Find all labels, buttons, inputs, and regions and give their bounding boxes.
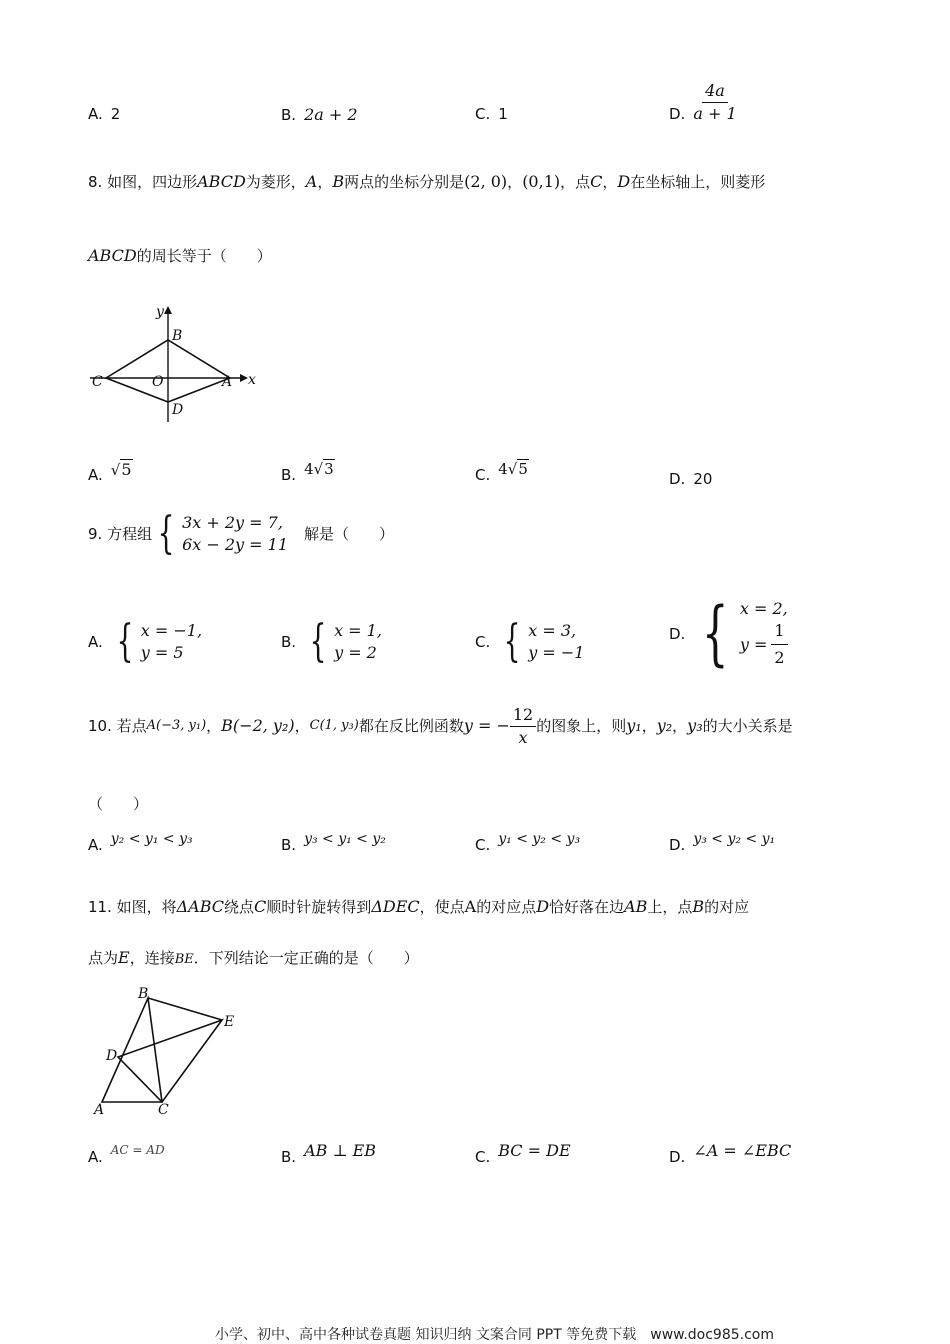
fraction: $\frac{4a}{a + 1}$: [693, 80, 737, 123]
q8-rhombus-figure: [86, 302, 266, 427]
q8-stem-line1: 8. 如图，四边形ABCD为菱形，A，B两点的坐标分别是(2, 0)，(0,1)，点C，D在坐标轴上，则菱形: [88, 172, 766, 191]
segment-be: [148, 998, 222, 1020]
q10-option-c: C. y₁ < y₂ < y₃: [475, 831, 581, 854]
q10-stem-line1: 10. 若点 A(−3, y₁) ， B(−2, y₂) ， C(1, y₃) 都在反比例函数 y = − $\frac{12}{x}$ 的图象上，则 y₁ ， y₂ ， y₃ 的大小关系是: [88, 705, 793, 747]
label-e: E: [224, 1014, 235, 1030]
label-b: B: [138, 986, 149, 1002]
label-o: O: [152, 374, 164, 390]
q8-option-d: D. 20: [669, 470, 713, 488]
q7-option-b: B. 2a + 2: [281, 105, 358, 124]
q7-option-d: D. $\frac{4a}{a + 1}$: [669, 80, 737, 123]
label-d: D: [106, 1048, 118, 1064]
label-c: C: [92, 374, 103, 390]
q9-option-c: C. { x = 3, y = −1: [475, 616, 585, 667]
equation-system: { 3x + 2y = 7, 6x − 2y = 11: [157, 508, 289, 559]
q11-stem-line1: 11. 如图，将ΔABC绕点C顺时针旋转得到ΔDEC，使点A的对应点D恰好落在边AB上，点B的对应: [88, 897, 750, 916]
q11-option-b: B. AB ⊥ EB: [281, 1140, 377, 1166]
q8-stem-line2: ABCD的周长等于（ ）: [88, 246, 272, 265]
q11-rotation-figure: [88, 982, 248, 1117]
q11-stem-line2: 点为E，连接BE．下列结论一定正确的是（ ）: [88, 948, 419, 967]
q9-option-b: B. { x = 1, y = 2: [281, 616, 382, 667]
q8-options: [88, 460, 868, 500]
label-a: A: [222, 374, 233, 390]
q7-option-c: C. 1: [475, 105, 508, 123]
label-y: y: [156, 304, 164, 320]
q8-option-a: A. √5: [88, 459, 132, 484]
q9-option-d: D. { x = 2, y = $\frac{1}{2}$: [669, 592, 788, 674]
q9-options: [88, 592, 868, 680]
q11-option-d: D. ∠A = ∠EBC: [669, 1140, 792, 1166]
label-a: A: [94, 1102, 105, 1117]
label-x: x: [248, 372, 256, 388]
label-b: B: [172, 328, 183, 344]
label-d: D: [172, 402, 184, 418]
q9-option-a: A. { x = −1, y = 5: [88, 616, 203, 667]
q7-option-a: A. 2: [88, 105, 121, 123]
q10-option-b: B. y₃ < y₁ < y₂: [281, 831, 386, 854]
x-axis-arrow: [240, 374, 248, 382]
q11-options: [88, 1140, 868, 1184]
q8-option-b: B. 4√3: [281, 460, 334, 484]
q7-options: [88, 80, 868, 135]
label-c: C: [158, 1102, 169, 1117]
y-axis-arrow: [164, 306, 172, 314]
q11-option-a: A. AC = AD: [88, 1143, 165, 1166]
q9-stem: 9. 方程组 { 3x + 2y = 7, 6x − 2y = 11 解是（ ）: [88, 508, 395, 559]
page-footer: 小学、初中、高中各种试卷真题 知识归纳 文案合同 PPT 等免费下载 www.doc985.com: [215, 1327, 774, 1343]
q10-options: [88, 832, 868, 872]
q10-option-d: D. y₃ < y₂ < y₁: [669, 831, 776, 854]
q10-stem-line2: （ ）: [88, 795, 149, 813]
q8-option-c: C. 4√5: [475, 460, 528, 484]
q11-option-c: C. BC = DE: [475, 1140, 571, 1166]
q10-option-a: A. y₂ < y₁ < y₃: [88, 831, 193, 854]
